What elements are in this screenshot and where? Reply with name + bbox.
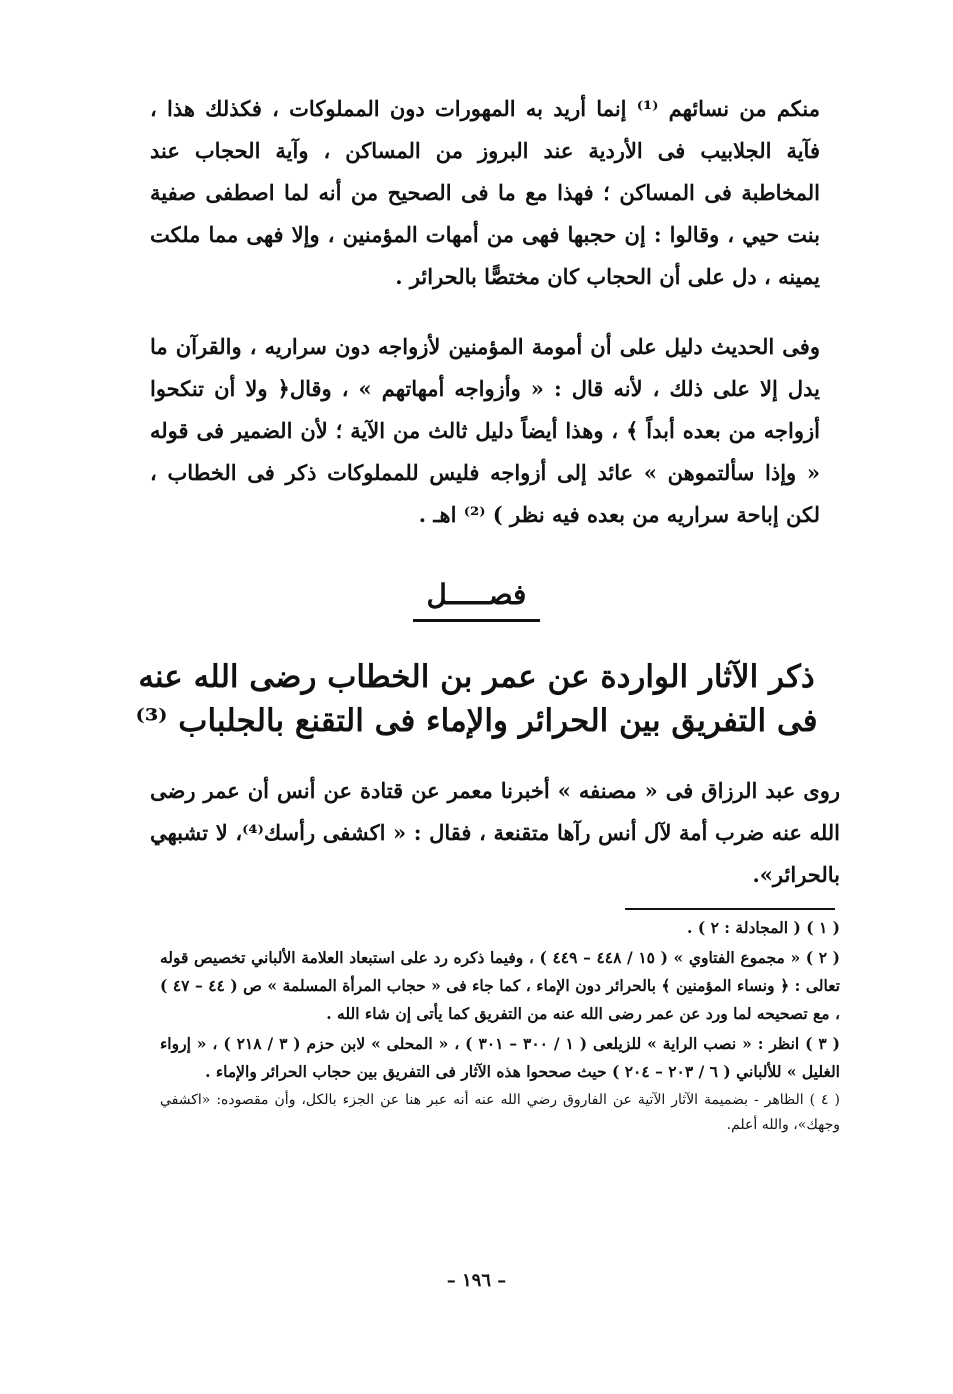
paragraph-1: منكم من نسائهم ⁽¹⁾ إنما أريد به المهورات دون المملوكات ، فكذلك هذا ، فآية الجلابيب فى الأردية عند البروز من المساكن ، وآية الحجاب عند المخاطبة فى المساكن ؛ فهذا مع ما فى الصحيح من أنه لما اصطفى صفية بنت حيي ، وقالوا : إن حجبها فهى من أمهات المؤمنين ، وإلا فهى مما ملكت يمينه ، دل على أن الحجاب كان مختصًّا بالحرائر . bbox=[150, 96, 820, 289]
footnote-1: ( ١ ) ( المجادلة : ٢ ) . bbox=[687, 918, 840, 937]
chapter-title-line-1: ذكر الآثار الواردة عن عمر بن الخطاب رضى الله عنه bbox=[138, 659, 815, 695]
footnote-2: ( ٢ ) « مجموع الفتاوي » ( ١٥ / ٤٤٨ – ٤٤٩ ) ، وفيما ذكره رد على استبعاد العلامة الألباني تخصيص قوله تعالى : ﴿ ونساء المؤمنين ﴾ بالحرائر دون الإماء ، كما جاء فى « حجاب المرأة المسلمة » ص ( ٤٤ – ٤٧ ) ، مع تصحيحه لما ورد عن عمر رضى الله عنه من التفريق كما يأتى إن شاء الله . bbox=[160, 948, 840, 1023]
paragraph-3: روى عبد الرزاق فى « مصنفه » أخبرنا معمر عن قتادة عن أنس أن عمر رضى الله عنه ضرب أمة لآل أنس رآها متقنعة ، فقال : « اكشفى رأسك⁽⁴⁾، لا تشبهي بالحرائر». bbox=[150, 778, 841, 887]
paragraph-2: وفى الحديث دليل على أن أمومة المؤمنين لأزواجه دون سراريه ، والقرآن ما يدل إلا على ذلك ، لأنه قال : « وأزواجه أمهاتهم » ، وقال﴿ ولا أن تنكحوا أزواجه من بعده أبداً ﴾ ، وهذا أيضاً دليل ثالث من الآية ؛ لأن الضمير فى قوله « وإذا سألتموهن » عائد إلى أزواجه فليس للمملوكات ذكر فى الخطاب ، لكن إباحة سراريه من بعده فيه نظر ) ⁽²⁾ اهـ . bbox=[150, 334, 820, 527]
section-heading bbox=[0, 575, 953, 622]
chapter-title bbox=[120, 655, 833, 743]
chapter-title-line-2: فى التفريق بين الحرائر والإماء فى التقنع بالجلباب ⁽³⁾ bbox=[135, 703, 818, 739]
footnote-4: ( ٤ ) الظاهر - بضميمة الآثار الآتية عن الفاروق رضي الله عنه أنه عبر هنا عن الجزء بالكل، وأن مقصوده: «اكشفي وجهك»، والله أعلم. bbox=[160, 1092, 840, 1133]
footnote-separator bbox=[625, 908, 835, 910]
page-number: – ١٩٦ – bbox=[446, 1270, 507, 1291]
section-heading-text: فصـــــل bbox=[413, 575, 541, 622]
footnotes-list bbox=[160, 914, 840, 1140]
footnote-3: ( ٣ ) انظر : « نصب الراية » للزيلعى ( ١ / ٣٠٠ – ٣٠١ ) ، « المحلى » لابن حزم ( ٣ / ٢١٨ ) ، « إرواء الغليل » للألباني ( ٦ / ٢٠٣ – ٢٠٤ ) حيث صححوا هذه الآثار فى التفريق بين حجاب الحرائر والإماء . bbox=[160, 1034, 840, 1081]
